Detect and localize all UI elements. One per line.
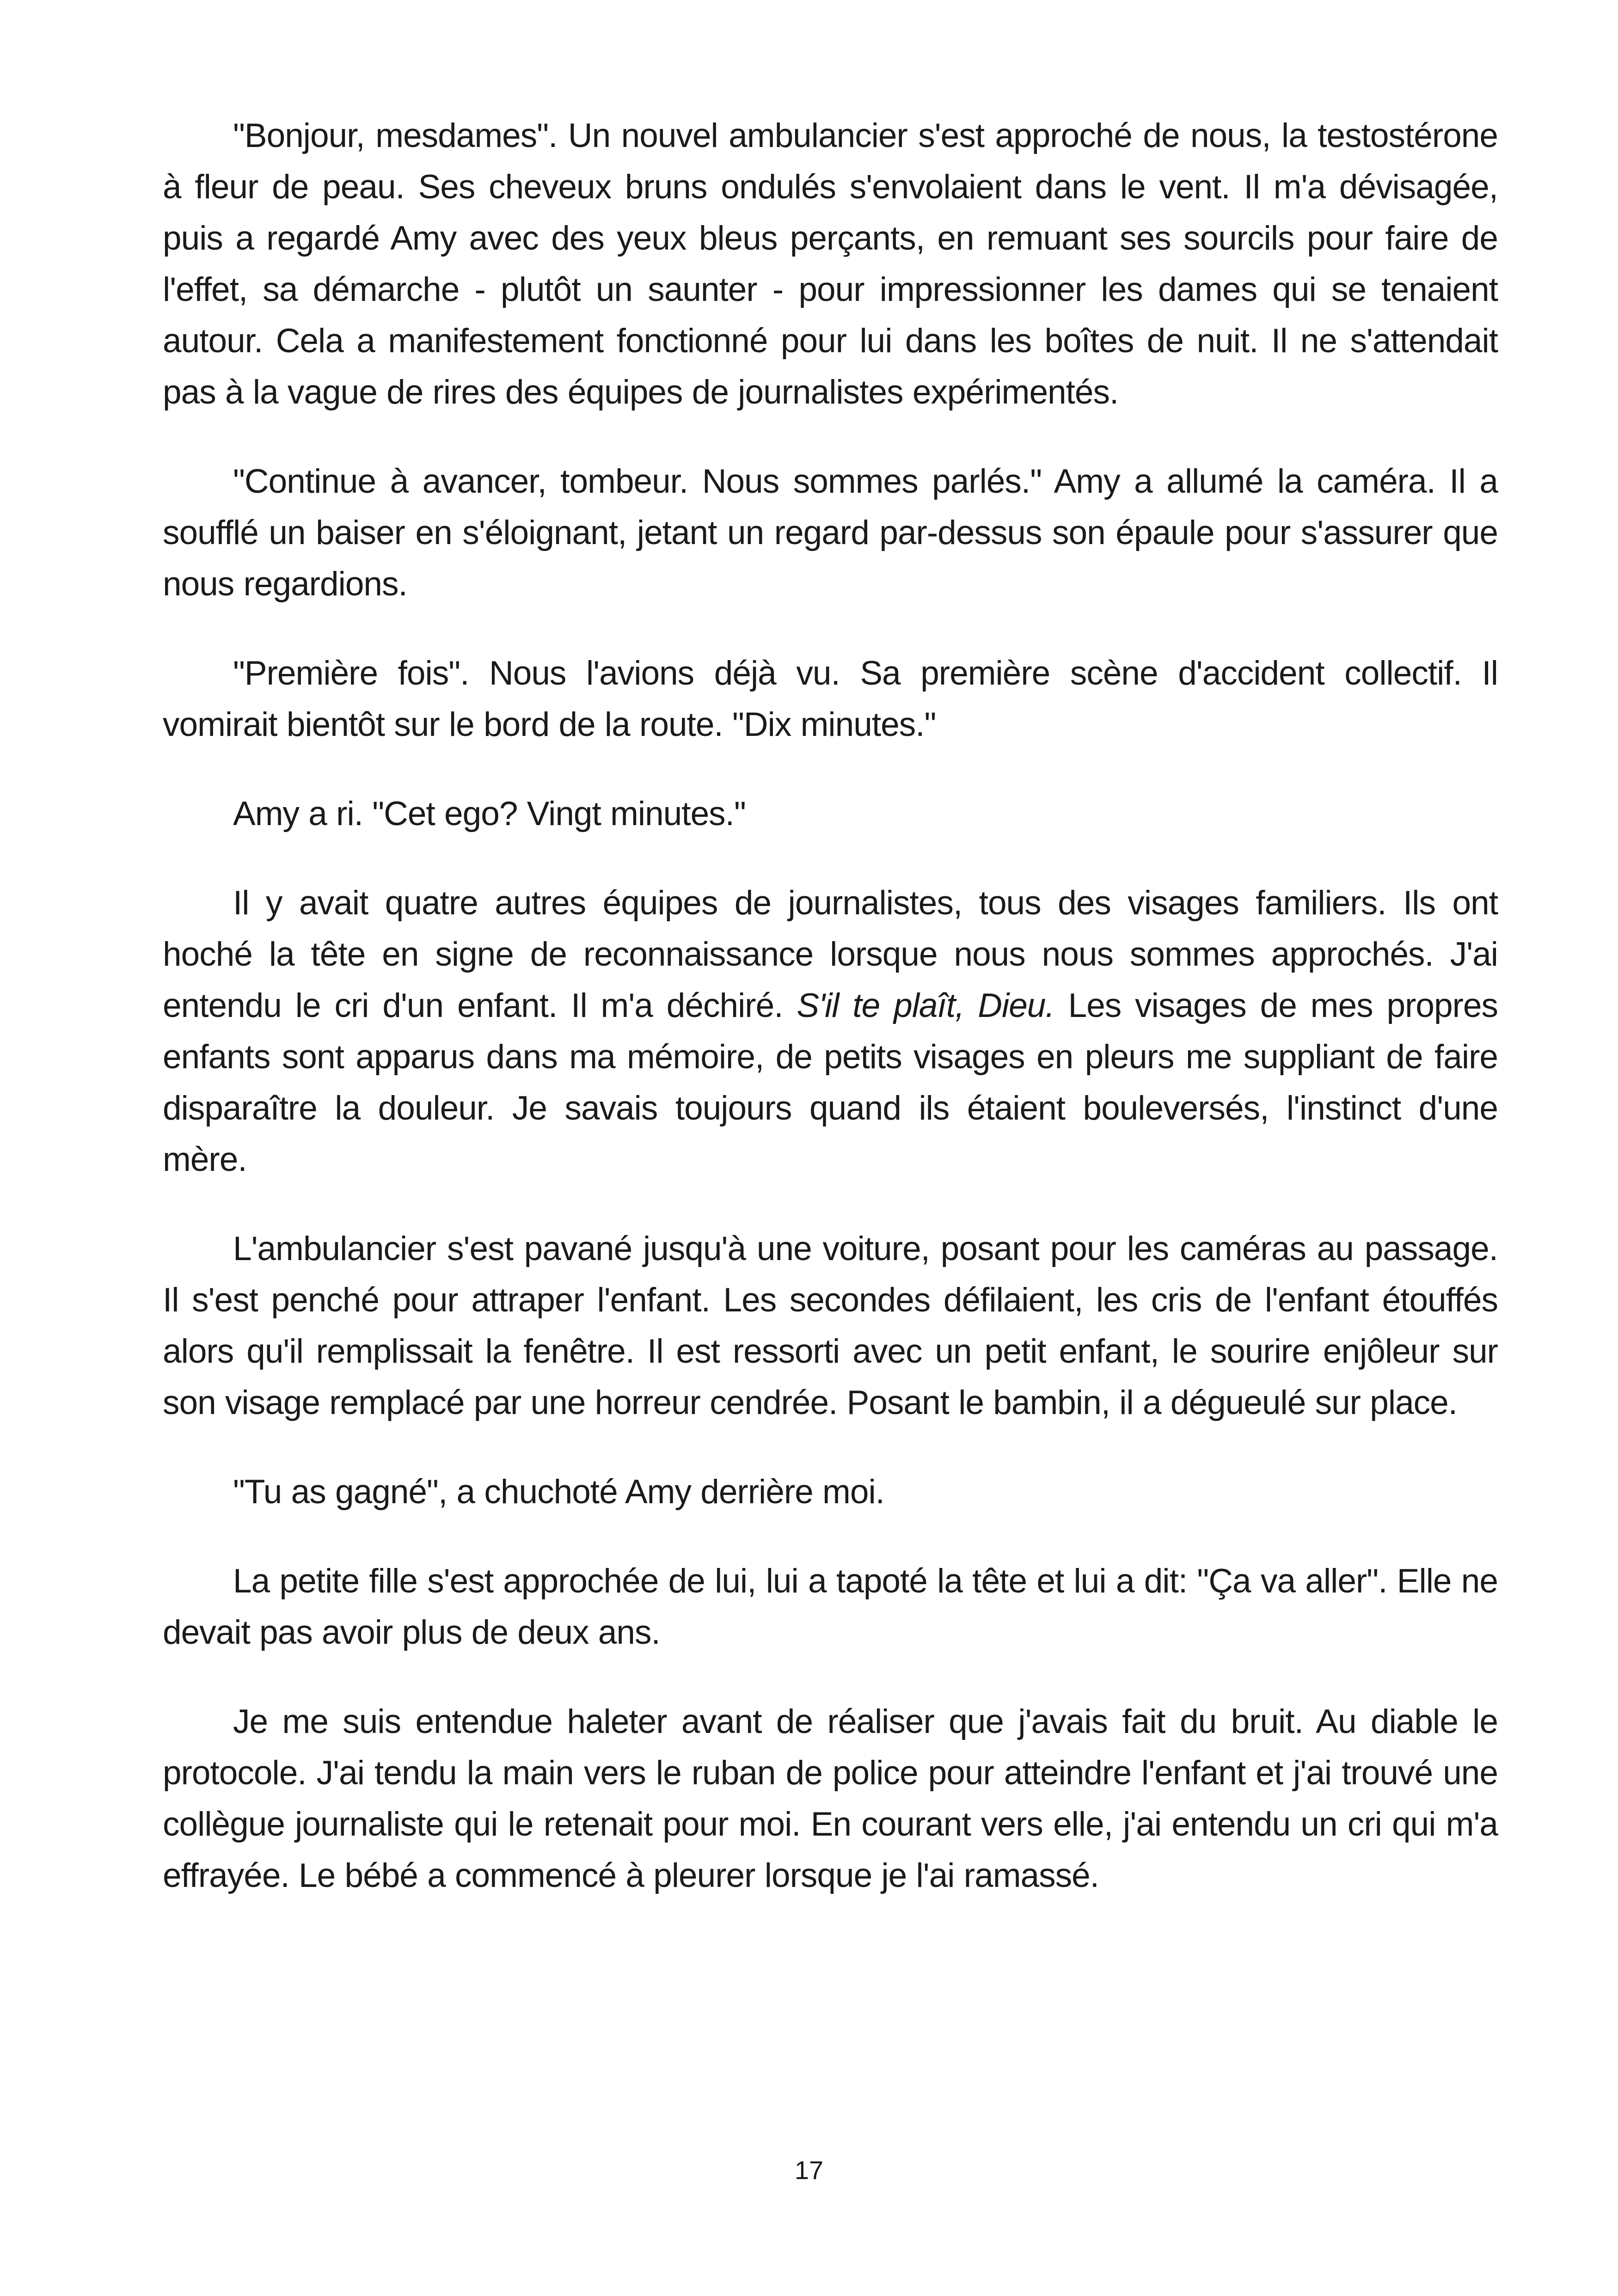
paragraph-8: [163, 1555, 1498, 1658]
paragraph-text: Amy a ri. "Cet ego? Vingt minutes.": [233, 795, 746, 833]
paragraph-text: La petite fille s'est approchée de lui, lui a tapoté la tête et lui a dit: "Ça va aller". Elle ne devait pas avoir plus de deux ans.: [163, 1562, 1498, 1651]
paragraph-text: Il y avait quatre autres équipes de journalistes, tous des visages familiers. Ils ont hoché la tête en signe de reconnaissance lorsque nous nous sommes approchés. J'ai entendu le cri d'un enfant. Il m'a déchiré.: [163, 884, 1498, 1024]
body-text: [163, 110, 1498, 1939]
paragraph-text: "Première fois". Nous l'avions déjà vu. Sa première scène d'accident collectif. Il vomirait bientôt sur le bord de la route. "Dix minutes.": [163, 655, 1498, 743]
paragraph-4: [163, 788, 1498, 839]
paragraph-6: [163, 1223, 1498, 1428]
paragraph-2: [163, 456, 1498, 610]
paragraph-3: [163, 648, 1498, 750]
paragraph-1: [163, 110, 1498, 418]
paragraph-9: [163, 1696, 1498, 1901]
paragraph-text: "Continue à avancer, tombeur. Nous sommes parlés." Amy a allumé la caméra. Il a soufflé un baiser en s'éloignant, jetant un regard par-dessus son épaule pour s'assurer que nous regardions.: [163, 463, 1498, 603]
paragraph-7: [163, 1466, 1498, 1518]
paragraph-text: "Bonjour, mesdames". Un nouvel ambulancier s'est approché de nous, la testostérone à fleur de peau. Ses cheveux bruns ondulés s'envolaient dans le vent. Il m'a dévisagée, puis a regardé Amy avec des yeux bleus perçants, en remuant ses sourcils pour faire de l'effet, sa démarche - plutôt un saunter - pour impressionner les dames qui se tenaient autour. Cela a manifestement fonctionné pour lui dans les boîtes de nuit. Il ne s'attendait pas à la vague de rires des équipes de journalistes expérimentés.: [163, 117, 1498, 411]
paragraph-text: Je me suis entendue haleter avant de réaliser que j'avais fait du bruit. Au diable le protocole. J'ai tendu la main vers le ruban de police pour atteindre l'enfant et j'ai trouvé une collègue journaliste qui le retenait pour moi. En courant vers elle, j'ai entendu un cri qui m'a effrayée. Le bébé a commencé à pleurer lorsque je l'ai ramassé.: [163, 1703, 1498, 1894]
page-number: 17: [794, 2155, 824, 2185]
paragraph-5: [163, 877, 1498, 1185]
paragraph-text: L'ambulancier s'est pavané jusqu'à une voiture, posant pour les caméras au passage. Il s'est penché pour attraper l'enfant. Les secondes défilaient, les cris de l'enfant étouffés alors qu'il remplissait la fenêtre. Il est ressorti avec un petit enfant, le sourire enjôleur sur son visage remplacé par une horreur cendrée. Posant le bambin, il a dégueulé sur place.: [163, 1230, 1498, 1421]
paragraph-text: "Tu as gagné", a chuchoté Amy derrière moi.: [233, 1473, 884, 1511]
paragraph-text: Les visages de mes propres enfants sont apparus dans ma mémoire, de petits visages en pleurs me suppliant de faire disparaître la douleur. Je savais toujours quand ils étaient bouleversés, l'instinct d'une mère.: [163, 987, 1498, 1178]
italic-prayer: S'il te plaît, Dieu.: [797, 987, 1054, 1024]
